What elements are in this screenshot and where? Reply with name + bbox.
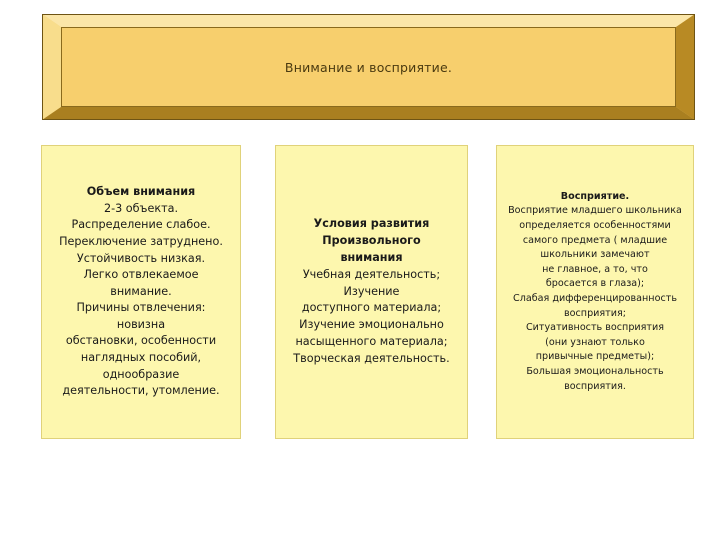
bevel-bottom — [42, 107, 695, 120]
perception-card — [496, 145, 694, 439]
voluntary-attention-text — [293, 216, 449, 368]
attention-volume-card — [41, 145, 241, 439]
bevel-top — [42, 14, 695, 27]
perception-heading: Восприятие. — [560, 190, 630, 202]
bevel-right — [676, 14, 695, 120]
attention-volume-text — [59, 184, 223, 400]
attention-volume-heading: Объем внимания — [86, 185, 196, 199]
title-plate-face — [61, 27, 676, 107]
voluntary-attention-card — [275, 145, 468, 439]
perception-text — [508, 190, 682, 394]
title-plate — [42, 14, 695, 120]
voluntary-attention-heading: Условия развития Произвольного внимания — [313, 216, 430, 264]
attention-volume-body: 2-3 объекта. Распределение слабое. Переключение затруднено. Устойчивость низкая. Легко отвлекаемое внимание. Причины отвлечения: новизна обстановки, особенности наглядных пособий, однообразие деятельности, утомление. — [59, 201, 223, 398]
page-title: Внимание и восприятие. — [284, 59, 453, 75]
voluntary-attention-body: Учебная деятельность; Изучение доступного материала; Изучение эмоционально насыщенного материала; Творческая деятельность. — [293, 267, 450, 366]
bevel-left — [42, 14, 61, 120]
perception-body: Восприятие младшего школьника определяется особенностями самого предмета ( младшие школьники замечают не главное, а то, что бросается в глаза); Слабая дифференцированность восприятия; Ситуативность восприятия (они узнают только привычные предметы); Большая эмоциональность восприятия. — [508, 205, 682, 392]
